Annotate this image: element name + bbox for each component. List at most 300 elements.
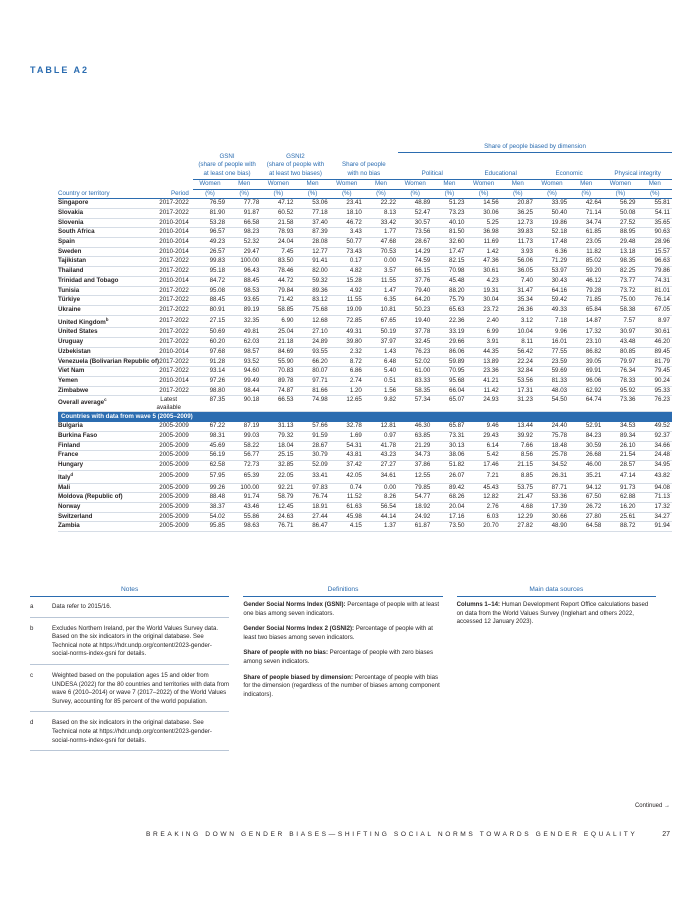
value-cell: 92.37: [638, 432, 673, 442]
value-cell: 3.93: [501, 247, 535, 257]
value-cell: 33.19: [432, 328, 466, 338]
value-cell: 56.54: [364, 503, 398, 513]
country-name: Bulgaria: [58, 422, 149, 431]
country-name: Uzbekistan: [58, 347, 149, 357]
value-cell: 39.92: [501, 432, 535, 442]
value-cell: 81.50: [432, 228, 466, 238]
data-table: [58, 143, 672, 532]
value-cell: 11.55: [330, 296, 364, 306]
value-cell: 1.77: [364, 228, 398, 238]
value-cell: 24.89: [295, 338, 329, 348]
value-cell: 67.05: [638, 305, 673, 315]
value-cell: 35.34: [501, 296, 535, 306]
educational-header: Educational: [466, 170, 534, 179]
value-cell: 72.85: [330, 315, 364, 328]
notes-title: Notes: [30, 586, 229, 597]
value-cell: 61.87: [398, 522, 432, 532]
value-cell: 12.29: [501, 512, 535, 522]
value-cell: 37.86: [398, 461, 432, 471]
country-name: Trinidad and Tobago: [58, 276, 149, 286]
unit-header: (%): [193, 189, 227, 199]
value-cell: 49.31: [330, 328, 364, 338]
value-cell: 54.50: [535, 396, 569, 412]
value-cell: 95.18: [193, 267, 227, 277]
value-cell: 15.28: [330, 276, 364, 286]
value-cell: 26.31: [535, 470, 569, 483]
country-name: Yemen: [58, 376, 149, 386]
value-cell: 10.04: [501, 328, 535, 338]
value-cell: 50.19: [364, 328, 398, 338]
value-cell: 98.57: [227, 347, 261, 357]
value-cell: 6.90: [261, 315, 295, 328]
value-cell: 52.32: [227, 238, 261, 248]
men-header: Men: [432, 179, 466, 189]
value-cell: 81.79: [638, 357, 673, 367]
value-cell: 30.66: [535, 512, 569, 522]
women-header: Women: [466, 179, 500, 189]
women-header: Women: [535, 179, 569, 189]
period-cell: 2005-2009: [149, 470, 193, 483]
value-cell: 18.04: [261, 441, 295, 451]
value-cell: 3.43: [330, 228, 364, 238]
table-row: [58, 441, 672, 451]
value-cell: 66.58: [227, 218, 261, 228]
value-cell: 16.20: [603, 503, 637, 513]
value-cell: 56.42: [501, 347, 535, 357]
value-cell: 95.33: [638, 386, 673, 396]
value-cell: 0.74: [330, 483, 364, 493]
value-cell: 62.88: [603, 493, 637, 503]
country-name: Viet Nam: [58, 367, 149, 377]
value-cell: 27.52: [603, 218, 637, 228]
value-cell: 18.10: [330, 208, 364, 218]
value-cell: 30.57: [398, 218, 432, 228]
page-number: 27: [662, 831, 670, 838]
value-cell: 97.68: [193, 347, 227, 357]
value-cell: 58.38: [603, 305, 637, 315]
value-cell: 45.43: [466, 483, 500, 493]
value-cell: 90.24: [638, 376, 673, 386]
value-cell: 88.20: [432, 286, 466, 296]
country-name: Slovenia: [58, 218, 149, 228]
value-cell: 38.06: [432, 451, 466, 461]
table-row: [58, 493, 672, 503]
value-cell: 48.90: [535, 522, 569, 532]
value-cell: 61.00: [398, 367, 432, 377]
value-cell: 6.86: [330, 367, 364, 377]
value-cell: 73.43: [330, 247, 364, 257]
period-cell: 2017-2022: [149, 386, 193, 396]
value-cell: 91.94: [638, 522, 673, 532]
value-cell: 33.41: [295, 470, 329, 483]
value-cell: 35.65: [638, 218, 673, 228]
value-cell: 53.75: [501, 483, 535, 493]
period-cell: 2017-2022: [149, 296, 193, 306]
value-cell: 61.63: [330, 503, 364, 513]
value-cell: 1.42: [466, 247, 500, 257]
table-row: [58, 228, 672, 238]
value-cell: 16.01: [535, 338, 569, 348]
value-cell: 100.00: [227, 257, 261, 267]
note-b: b Excludes Northern Ireland, per the World Values Survey data. Based on the six indicators in the original database. See Technical note at https://hdr.undp.org/content/2023-gender-social-norms-index-gsni for details.: [30, 623, 229, 665]
note-a: a Data refer to 2015/16.: [30, 601, 229, 618]
value-cell: 73.31: [432, 432, 466, 442]
value-cell: 64.58: [569, 522, 603, 532]
value-cell: 17.48: [535, 238, 569, 248]
value-cell: 13.18: [603, 247, 637, 257]
value-cell: 91.28: [193, 357, 227, 367]
value-cell: 44.35: [466, 347, 500, 357]
value-cell: 11.52: [330, 493, 364, 503]
value-cell: 4.68: [501, 503, 535, 513]
value-cell: 0.51: [364, 376, 398, 386]
value-cell: 11.73: [501, 238, 535, 248]
table-row: [58, 315, 672, 328]
value-cell: 0.17: [330, 257, 364, 267]
value-cell: 91.59: [295, 432, 329, 442]
value-cell: 6.14: [466, 441, 500, 451]
value-cell: 31.23: [501, 396, 535, 412]
value-cell: 98.53: [227, 286, 261, 296]
value-cell: 78.33: [603, 376, 637, 386]
table-row: [58, 286, 672, 296]
value-cell: 43.46: [227, 503, 261, 513]
value-cell: 31.13: [261, 422, 295, 431]
value-cell: 66.20: [295, 357, 329, 367]
value-cell: 76.23: [638, 396, 673, 412]
value-cell: 65.07: [432, 396, 466, 412]
period-cell: 2010-2014: [149, 247, 193, 257]
value-cell: 56.77: [227, 451, 261, 461]
value-cell: 17.16: [432, 512, 466, 522]
value-cell: 9.82: [364, 396, 398, 412]
value-cell: 7.66: [501, 441, 535, 451]
period-cell: 2005-2009: [149, 493, 193, 503]
value-cell: 74.59: [398, 257, 432, 267]
value-cell: 50.40: [535, 208, 569, 218]
value-cell: 45.98: [330, 512, 364, 522]
value-cell: 82.15: [432, 257, 466, 267]
value-cell: 58.79: [261, 493, 295, 503]
value-cell: 24.93: [466, 396, 500, 412]
gsni2-header-1: GSNI2: [286, 152, 305, 160]
value-cell: 59.69: [535, 367, 569, 377]
unit-header: (%): [227, 189, 261, 199]
value-cell: 1.56: [364, 386, 398, 396]
value-cell: 59.42: [535, 296, 569, 306]
country-name: Burkina Faso: [58, 432, 149, 442]
value-cell: 6.35: [364, 296, 398, 306]
value-cell: 79.40: [398, 286, 432, 296]
table-row: [58, 208, 672, 218]
value-cell: 66.04: [432, 386, 466, 396]
value-cell: 8.11: [501, 338, 535, 348]
country-name: United States: [58, 328, 149, 338]
wave5-band: [58, 412, 672, 423]
value-cell: 58.85: [261, 305, 295, 315]
table-row: [58, 451, 672, 461]
value-cell: 24.92: [398, 512, 432, 522]
value-cell: 58.22: [227, 441, 261, 451]
value-cell: 52.47: [398, 208, 432, 218]
value-cell: 8.56: [501, 451, 535, 461]
value-cell: 77.55: [535, 347, 569, 357]
table-row: [58, 276, 672, 286]
value-cell: 95.08: [193, 286, 227, 296]
value-cell: 91.41: [295, 257, 329, 267]
value-cell: 14.56: [466, 199, 500, 209]
value-cell: 46.72: [330, 218, 364, 228]
men-header: Men: [638, 179, 673, 189]
value-cell: 1.37: [364, 522, 398, 532]
value-cell: 6.36: [535, 247, 569, 257]
continued-label: Continued →: [634, 803, 670, 809]
unit-header: (%): [569, 189, 603, 199]
value-cell: 42.64: [569, 199, 603, 209]
value-cell: 73.23: [432, 208, 466, 218]
value-cell: 4.15: [330, 522, 364, 532]
value-cell: 2.40: [466, 315, 500, 328]
value-cell: 94.12: [569, 483, 603, 493]
value-cell: 11.55: [364, 276, 398, 286]
value-cell: 60.52: [261, 208, 295, 218]
value-cell: 73.36: [603, 396, 637, 412]
definition-gsni: Gender Social Norms Index (GSNI): Percentage of people with at least one bias among seven indicators.: [243, 601, 440, 617]
value-cell: 64.20: [398, 296, 432, 306]
men-header: Men: [364, 179, 398, 189]
value-cell: 19.31: [466, 286, 500, 296]
women-header: Women: [330, 179, 364, 189]
value-cell: 75.79: [432, 296, 466, 306]
value-cell: 90.18: [227, 396, 261, 412]
value-cell: 2.76: [466, 503, 500, 513]
value-cell: 96.06: [569, 376, 603, 386]
value-cell: 98.80: [193, 386, 227, 396]
value-cell: 62.58: [193, 461, 227, 471]
value-cell: 28.96: [638, 238, 673, 248]
value-cell: 81.01: [638, 286, 673, 296]
value-cell: 17.32: [569, 328, 603, 338]
physical-header: Physical integrity: [603, 170, 672, 179]
value-cell: 9.96: [535, 328, 569, 338]
note-c: c Weighted based on the population ages 15 and older from UNDESA (2022) for the 80 countries and territories with data from wave 6 (2010–2014) or wave 7 (2017–2022) of the World Values Survey, accounting for 85 percent of the world population.: [30, 670, 229, 712]
value-cell: 95.68: [432, 376, 466, 386]
value-cell: 93.52: [227, 357, 261, 367]
value-cell: 21.29: [398, 441, 432, 451]
value-cell: 90.63: [638, 228, 673, 238]
value-cell: 21.47: [501, 493, 535, 503]
footnote-marker: c: [104, 397, 107, 403]
value-cell: 89.78: [261, 376, 295, 386]
sources-column: [457, 586, 656, 756]
value-cell: 31.47: [501, 286, 535, 296]
value-cell: 22.36: [432, 315, 466, 328]
table-row: [58, 422, 672, 431]
definition-gsni2: Gender Social Norms Index 2 (GSNI2): Percentage of people with at least two biases among seven indicators.: [243, 625, 433, 641]
unit-header: (%): [466, 189, 500, 199]
value-cell: 26.36: [501, 305, 535, 315]
value-cell: 89.42: [432, 483, 466, 493]
value-cell: 24.48: [638, 451, 673, 461]
value-cell: 80.07: [295, 367, 329, 377]
value-cell: 25.78: [535, 451, 569, 461]
table-row: [58, 522, 672, 532]
value-cell: 5.25: [466, 218, 500, 228]
value-cell: 78.93: [261, 228, 295, 238]
period-cell: 2017-2022: [149, 315, 193, 328]
value-cell: 79.85: [398, 483, 432, 493]
value-cell: 73.72: [603, 286, 637, 296]
value-cell: 27.10: [295, 328, 329, 338]
value-cell: 3.91: [466, 338, 500, 348]
value-cell: 21.54: [603, 451, 637, 461]
value-cell: 56.19: [193, 451, 227, 461]
value-cell: 25.04: [261, 328, 295, 338]
period-cell: 2005-2009: [149, 503, 193, 513]
value-cell: 54.11: [638, 208, 673, 218]
value-cell: 40.10: [432, 218, 466, 228]
value-cell: 32.78: [330, 422, 364, 431]
value-cell: 76.71: [261, 522, 295, 532]
value-cell: 57.95: [193, 470, 227, 483]
value-cell: 12.68: [295, 315, 329, 328]
unit-header: (%): [364, 189, 398, 199]
value-cell: 22.22: [364, 199, 398, 209]
value-cell: 50.77: [330, 238, 364, 248]
value-cell: 8.97: [638, 315, 673, 328]
value-cell: 58.35: [398, 386, 432, 396]
value-cell: 99.83: [193, 257, 227, 267]
value-cell: 28.57: [603, 461, 637, 471]
value-cell: 30.61: [638, 328, 673, 338]
value-cell: 18.92: [398, 503, 432, 513]
value-cell: 56.06: [501, 257, 535, 267]
value-cell: 72.73: [227, 461, 261, 471]
value-cell: 26.57: [193, 247, 227, 257]
value-cell: 94.08: [638, 483, 673, 493]
country-name: Overall average$^c$: [58, 396, 149, 412]
value-cell: 46.12: [569, 276, 603, 286]
table-row: [58, 347, 672, 357]
value-cell: 4.23: [466, 276, 500, 286]
value-cell: 54.02: [193, 512, 227, 522]
value-cell: 56.29: [603, 199, 637, 209]
value-cell: 67.22: [193, 422, 227, 431]
table-row: [58, 338, 672, 348]
value-cell: 29.47: [227, 247, 261, 257]
table-row: [58, 376, 672, 386]
value-cell: 23.10: [569, 338, 603, 348]
value-cell: 98.63: [227, 522, 261, 532]
value-cell: 45.48: [432, 276, 466, 286]
value-cell: 98.31: [193, 432, 227, 442]
value-cell: 87.19: [227, 422, 261, 431]
men-header: Men: [501, 179, 535, 189]
value-cell: 89.19: [227, 305, 261, 315]
value-cell: 3.57: [364, 267, 398, 277]
value-cell: 13.44: [501, 422, 535, 431]
value-cell: 59.20: [569, 267, 603, 277]
value-cell: 64.16: [535, 286, 569, 296]
value-cell: 75.78: [535, 432, 569, 442]
dimension-group-header: Share of people biased by dimension: [398, 143, 672, 152]
value-cell: 27.80: [569, 512, 603, 522]
value-cell: 34.74: [569, 218, 603, 228]
value-cell: 70.83: [261, 367, 295, 377]
country-name: Venezuela (Bolivarian Republic of): [58, 357, 149, 367]
value-cell: 24.04: [261, 238, 295, 248]
note-d: d Based on the six indicators in the original database. See Technical note at https://hdr.undp.org/content/2023-gender-social-norms-index-gsni for details.: [30, 717, 229, 751]
value-cell: 85.02: [569, 257, 603, 267]
value-cell: 30.97: [603, 328, 637, 338]
value-cell: 27.44: [295, 512, 329, 522]
period-cell: 2017-2022: [149, 286, 193, 296]
value-cell: 43.23: [364, 451, 398, 461]
value-cell: 2.32: [330, 347, 364, 357]
value-cell: 1.69: [330, 432, 364, 442]
value-cell: 33.42: [364, 218, 398, 228]
value-cell: 11.82: [569, 247, 603, 257]
value-cell: 37.78: [398, 328, 432, 338]
value-cell: 32.84: [501, 367, 535, 377]
value-cell: 11.42: [466, 386, 500, 396]
value-cell: 7.45: [261, 247, 295, 257]
value-cell: 22.24: [501, 357, 535, 367]
value-cell: 37.40: [295, 218, 329, 228]
value-cell: 88.95: [603, 228, 637, 238]
value-cell: 46.00: [569, 461, 603, 471]
country-name: United Kingdom$^b$: [58, 315, 149, 328]
value-cell: 78.46: [261, 267, 295, 277]
period-cell: 2017-2022: [149, 357, 193, 367]
women-header: Women: [261, 179, 295, 189]
value-cell: 25.15: [261, 451, 295, 461]
value-cell: 65.87: [432, 422, 466, 431]
period-header: Period: [149, 189, 193, 199]
country-header: Country or territory: [58, 189, 149, 199]
period-cell: 2005-2009: [149, 483, 193, 493]
value-cell: 44.72: [261, 276, 295, 286]
value-cell: 7.21: [466, 470, 500, 483]
period-cell: 2017-2022: [149, 367, 193, 377]
value-cell: 20.70: [466, 522, 500, 532]
value-cell: 52.18: [535, 228, 569, 238]
value-cell: 27.27: [364, 461, 398, 471]
value-cell: 91.74: [227, 493, 261, 503]
country-name: Hungary: [58, 461, 149, 471]
value-cell: 48.03: [535, 386, 569, 396]
value-cell: 86.47: [295, 522, 329, 532]
gsni-header-2: (share of people with: [198, 161, 256, 169]
value-cell: 96.57: [193, 228, 227, 238]
women-header: Women: [398, 179, 432, 189]
country-name: Finland: [58, 441, 149, 451]
value-cell: 80.91: [193, 305, 227, 315]
value-cell: 34.53: [603, 422, 637, 431]
value-cell: 71.14: [569, 208, 603, 218]
value-cell: 25.61: [603, 512, 637, 522]
value-cell: 98.35: [603, 257, 637, 267]
value-cell: 15.57: [638, 247, 673, 257]
value-cell: 32.35: [227, 315, 261, 328]
period-cell: 2005-2009: [149, 522, 193, 532]
country-name: Tunisia: [58, 286, 149, 296]
value-cell: 22.05: [261, 470, 295, 483]
value-cell: 8.13: [364, 208, 398, 218]
value-cell: 43.82: [638, 470, 673, 483]
value-cell: 49.33: [535, 305, 569, 315]
value-cell: 79.32: [261, 432, 295, 442]
